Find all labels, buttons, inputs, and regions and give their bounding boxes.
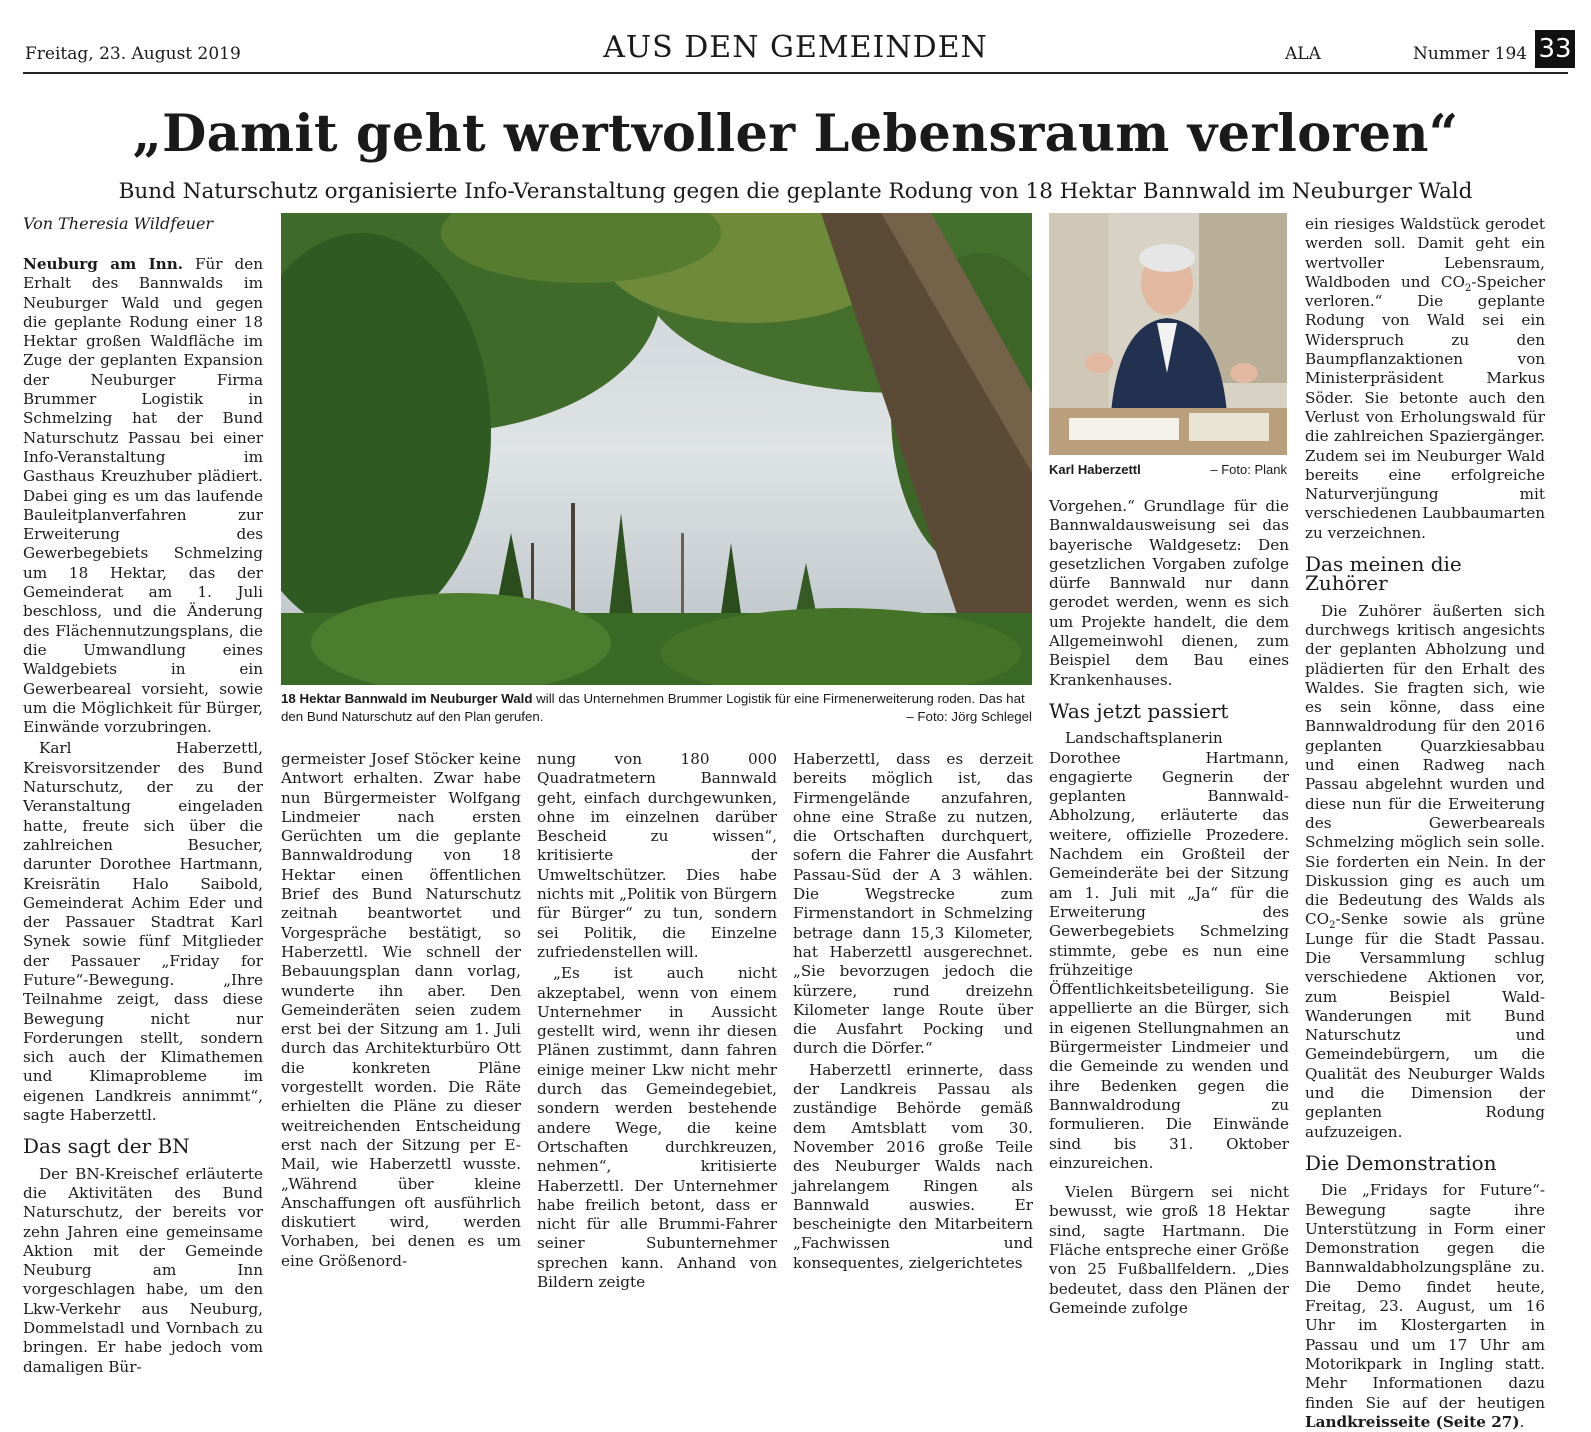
text-column-4: [793, 750, 1033, 1273]
paragraph: Die „Fridays for Future“-Bewegung sagte ihre Unterstützung in Form einer Demonstration gegen die Bannwaldabholzungspläne zu. Die Demo findet heute, Freitag, 23. August, um 16 Uhr im Klostergarten in Passau und um 17 Uhr am Motorikpark in Ingling statt. Mehr Informationen dazu finden Sie auf der heutigen Landkreisseite (Seite 27).: [1305, 1181, 1545, 1431]
text-column-5: [1049, 497, 1289, 1318]
article-subheadline: Bund Naturschutz organisierte Info-Veranstaltung gegen die geplante Rodung von 18 Hektar Bannwald im Neuburger Wald: [118, 179, 1473, 204]
dateline: Neuburg am Inn.: [23, 255, 184, 273]
paragraph: „Es ist auch nicht akzeptabel, wenn von einem Unternehmer in Aussicht gestellt wird, wenn ihr diesen Plänen zustimmt, dann fahren einige meiner Lkw nicht mehr durch das Gemeindegebiet, sondern werden bestehende andere Wege, die keine Ortschaften durchkreuzen, nehmen“, kritisierte Haberzettl. Der Unternehmer habe freilich betont, dass er nicht für alle Brummi-Fahrer seiner Subunternehmer sprechen kann. Anhand von Bildern zeigte: [537, 964, 777, 1292]
region-label: ALA: [1285, 44, 1321, 64]
paragraph: nung von 180 000 Quadratmetern Bannwald geht, einfach durchgewunken, ohne im einzelnen darüber Bescheid zu wissen“, kritisierte der Umweltschützer. Dies habe nichts mit „Politik von Bürgern für Bürger“ zu tun, sondern sei Politik, die Einzelne zufriedenstellen will.: [537, 750, 777, 961]
portrait-caption: [1049, 462, 1287, 477]
section-heading: Das sagt der BN: [23, 1134, 190, 1159]
text-column-1: [23, 255, 263, 1377]
reference-link-text: Landkreisseite (Seite 27): [1305, 1412, 1520, 1431]
section-heading: Das meinen die Zuhörer: [1305, 552, 1462, 596]
paragraph: germeister Josef Stöcker keine Antwort erhalten. Zwar habe nun Bürgermeister Wolfgang Lindmeier nach ersten Gerüchten um die geplante Bannwaldrodung von 18 Hektar einen öffentlichen Brief des Bund Naturschutz zeitnah beantwortet und Vorgespräche bestätigt, so Haberzettl. Wie schnell der Bebauungsplan dann vorlag, wunderte ihn aber. Den Gemeinderäten seien zudem erst bei der Sitzung am 1. Juli durch das Architekturbüro Ott die konkreten Pläne vorgestellt worden. Die Räte erhielten die Pläne zu dieser weitreichenden Entscheidung erst nach der Sitzung per E-Mail, wie Haberzettl wusste. „Während über kleine Anschaffungen oft ausführlich diskutiert wird, werden Vorhaben, bei denen es um eine Größenord-: [281, 750, 521, 1270]
paragraph: Vielen Bürgern sei nicht bewusst, wie groß 18 Hektar sind, sagte Hartmann. Die Fläche entspreche einer Größe von 25 Fußballfeldern. „Dies bedeutet, dass den Plänen der Gemeinde zufolge: [1049, 1183, 1289, 1317]
paragraph: Haberzettl, dass es derzeit bereits möglich ist, das Firmengelände anzufahren, ohne eine Straße zu nutzen, die Ortschaften durchquert, sofern die Fahrer die Ausfahrt Passau-Süd der A 3 wählen. Die Wegstrecke zum Firmenstandort in Schmelzing betrage dann 15,3 Kilometer, hat Haberzettl ausgerechnet. „Sie bevorzugen jedoch die kürzere, rund dreizehn Kilometer lange Route über die Ausfahrt Pocking und durch die Dörfer.“: [793, 750, 1033, 1058]
photo-credit: – Foto: Plank: [1210, 462, 1287, 477]
text-column-6: [1305, 215, 1545, 1432]
paragraph: Haberzettl erinnerte, dass der Landkreis Passau als zuständige Behörde gemäß dem Amtsblatt vom 30. November 2016 große Teile des Neuburger Walds nach jahrelangem Ringen als Bannwald auswies. Er bescheinigte den Mitarbeitern „Fachwissen und konsequentes, zielgerichtetes: [793, 1060, 1033, 1272]
paragraph: Landschaftsplanerin Dorothee Hartmann, engagierte Gegnerin der geplanten Bannwald-Abholzung, erläuterte das weitere, offizielle Prozedere. Nachdem ein Großteil der Gemeinderäte bei der Sitzung am 1. Juli mit „Ja“ für die Erweiterung des Gewerbegebiets Schmelzing stimmte, gebe es nun eine frühzeitige Öffentlichkeitsbeteiligung. Sie appellierte an die Bürger, sich in eigenen Stellungnahmen an Bürgermeister Lindmeier und die Gemeinde zu wenden und ihre Bedenken gegen die Bannwaldrodung zu formulieren. Die Einwände sind bis 31. Oktober einzureichen.: [1049, 729, 1289, 1172]
portrait-name: Karl Haberzettl: [1049, 462, 1141, 477]
paragraph: Der BN-Kreischef erläuterte die Aktivitäten des Bund Naturschutz, der bereits vor zehn Jahren eine gemeinsame Aktion mit der Gemeinde Neuburg am Inn vorgeschlagen habe, um den Lkw-Verkehr aus Neuburg, Dommelstadl und Vornbach zu bringen. Er habe jedoch vom damaligen Bür-: [23, 1164, 263, 1376]
issue-number: Nummer 194: [1413, 44, 1528, 64]
portrait-photo: [1049, 213, 1287, 455]
section-heading: Die Demonstration: [1305, 1150, 1497, 1175]
photo-credit: – Foto: Jörg Schlegel: [906, 709, 1032, 724]
paragraph: Für den Erhalt des Bannwalds im Neuburger Wald und gegen die geplante Rodung einer 18 Hektar großen Waldfläche im Zuge der geplanten Expansion der Neuburger Firma Brummer Logistik in Schmelzing hat der Bund Naturschutz Passau bei einer Info-Veranstaltung im Gasthaus Kreuzhuber plädiert. Dabei ging es um das laufende Bauleitplanverfahren zur Erweiterung des Gewerbegebiets Schmelzing um 18 Hektar, das der Gemeinderat am 1. Juli beschloss, und die Änderung des Flächennutzungsplans, die die Umwandlung eines Waldgebiets in ein Gewerbeareal vorsieht, sowie um die Möglichkeit für Bürger, Einwände vorzubringen.: [23, 255, 263, 737]
paragraph: Die Zuhörer äußerten sich durchwegs kritisch angesichts der geplanten Abholzung und plädierten für den Erhalt des Waldes. Sie fragten sich, wie es sein könne, dass eine Bannwaldrodung für den 2016 geplanten Quarzkiesabbau und einen Radweg nach Passau abgelehnt wurden und diese nun für die Erweiterung des Gewerbeareals Schmelzing möglich sein solle. Sie forderten ein Nein. In der Diskussion ging es auch um die Bedeutung des Walds als $CO_2$-Senke sowie als grüne Lunge für die Stadt Passau. Die Versammlung schlug verschiedene Aktionen vor, zum Beispiel Wald-Wanderungen mit Bund Naturschutz und Gemeindebürgern, um die Qualität des Neuburger Walds und die Dimension der geplanten Rodung aufzuzeigen.: [1305, 601, 1545, 1141]
page-number: 33: [1535, 30, 1575, 68]
paragraph: Karl Haberzettl, Kreisvorsitzender des Bund Naturschutz, der zu der Veranstaltung eingeladen hatte, freute sich über die zahlreichen Besucher, darunter Dorothee Hartmann, Kreisrätin Halo Saibold, Gemeinderat Achim Eder und der Passauer Stadtrat Karl Synek sowie fünf Mitglieder der Passauer „Friday for Future“-Bewegung. „Ihre Teilnahme zeigt, dass diese Bewegung nicht nur Forderungen stellt, sondern sich auch der Klimathemen und Klimaprobleme im eigenen Landkreis annimmt“, sagte Haberzettl.: [23, 739, 263, 1125]
text-column-2: [281, 750, 521, 1271]
caption-text: will das Unternehmen Brummer Logistik für eine Firmenerweiterung roden. Das hat den Bund Naturschutz auf den Plan gerufen.: [281, 691, 1025, 724]
article-headline: „Damit geht wertvoller Lebensraum verloren“: [132, 104, 1459, 164]
issue-date: Freitag, 23. August 2019: [25, 44, 241, 64]
page-header: [23, 30, 1572, 74]
text-column-3: [537, 750, 777, 1292]
caption-lead: 18 Hektar Bannwald im Neuburger Wald: [281, 691, 533, 706]
paragraph: Vorgehen.“ Grundlage für die Bannwaldausweisung sei das bayerische Waldgesetz: Den gesetzlichen Vorgaben zufolge dürfe Bannwald nur dann gerodet werden, wenn es sich um Projekte handelt, die dem Allgemeinwohl dienen, zum Beispiel dem Bau eines Krankenhauses.: [1049, 497, 1289, 689]
section-title: AUS DEN GEMEINDEN: [603, 30, 988, 65]
photo-caption: [281, 690, 1032, 726]
article-byline: Von Theresia Wildfeuer: [23, 214, 214, 233]
section-heading: Was jetzt passiert: [1049, 698, 1229, 723]
forest-photo: [281, 213, 1032, 685]
paragraph: ein riesiges Waldstück gerodet werden soll. Damit geht ein wertvoller Lebensraum, Waldboden und $CO_2$-Speicher verloren.“ Die geplante Rodung von Wald sei ein Widerspruch zu den Baumpflanzaktionen von Ministerpräsident Markus Söder. Sie betonte auch den Verlust von Erholungswald für die zahlreichen Spaziergänger. Zudem sei im Neuburger Wald bereits eine erfolgreiche Naturverjüngung mit verschiedenen Laubbaumarten zu verzeichnen.: [1305, 215, 1545, 542]
